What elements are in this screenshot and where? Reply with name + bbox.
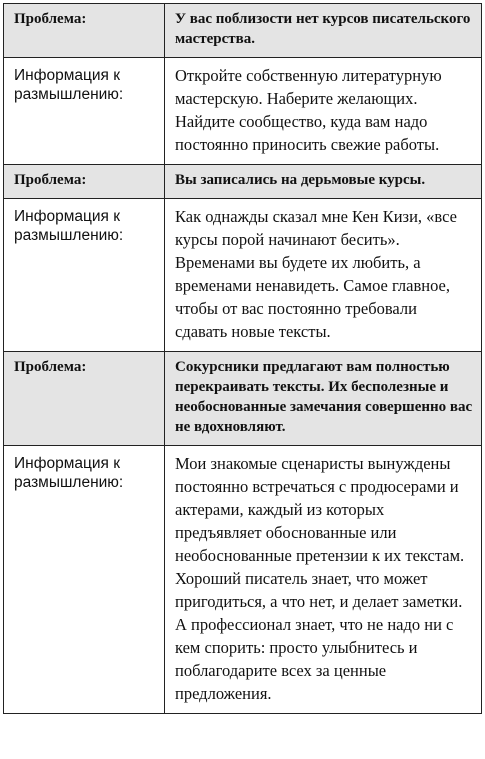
problem-row — [4, 352, 482, 446]
problem-advice-table — [3, 3, 482, 714]
problem-text: Сокурсники предлагают вам полностью перекраивать тексты. Их бесполезные и необоснованные замечания совершенно вас не вдохновляют. — [165, 352, 482, 446]
info-text: Мои знакомые сценаристы вынуждены постоянно встречаться с продюсерами и актерами, каждый из которых предъявляет обоснованные или необоснованные претензии к их текстам. Хороший писатель знает, что может пригодиться, а что нет, и делает заметки. А профессионал знает, что не надо ни с кем спорить: просто улыбнитесь и поблагодарите всех за ценные предложения. — [165, 446, 482, 714]
info-row — [4, 58, 482, 165]
problem-label: Проблема: — [4, 4, 165, 58]
info-text: Как однажды сказал мне Кен Кизи, «все курсы порой начинают бесить». Временами вы будете их любить, а временами ненавидеть. Самое главное, чтобы от вас постоянно требовали сдавать новые тексты. — [165, 199, 482, 352]
problem-row — [4, 4, 482, 58]
problem-text: У вас поблизости нет курсов писательского мастерства. — [165, 4, 482, 58]
info-label: Информация к размышлению: — [4, 446, 165, 714]
info-label: Информация к размышлению: — [4, 58, 165, 165]
info-row — [4, 199, 482, 352]
problem-label: Проблема: — [4, 352, 165, 446]
info-label: Информация к размышлению: — [4, 199, 165, 352]
info-text: Откройте собственную литературную мастерскую. Наберите желающих. Найдите сообщество, куда вам надо постоянно приносить свежие работы. — [165, 58, 482, 165]
problem-row — [4, 165, 482, 199]
problem-text: Вы записались на дерьмовые курсы. — [165, 165, 482, 199]
info-row — [4, 446, 482, 714]
problem-label: Проблема: — [4, 165, 165, 199]
